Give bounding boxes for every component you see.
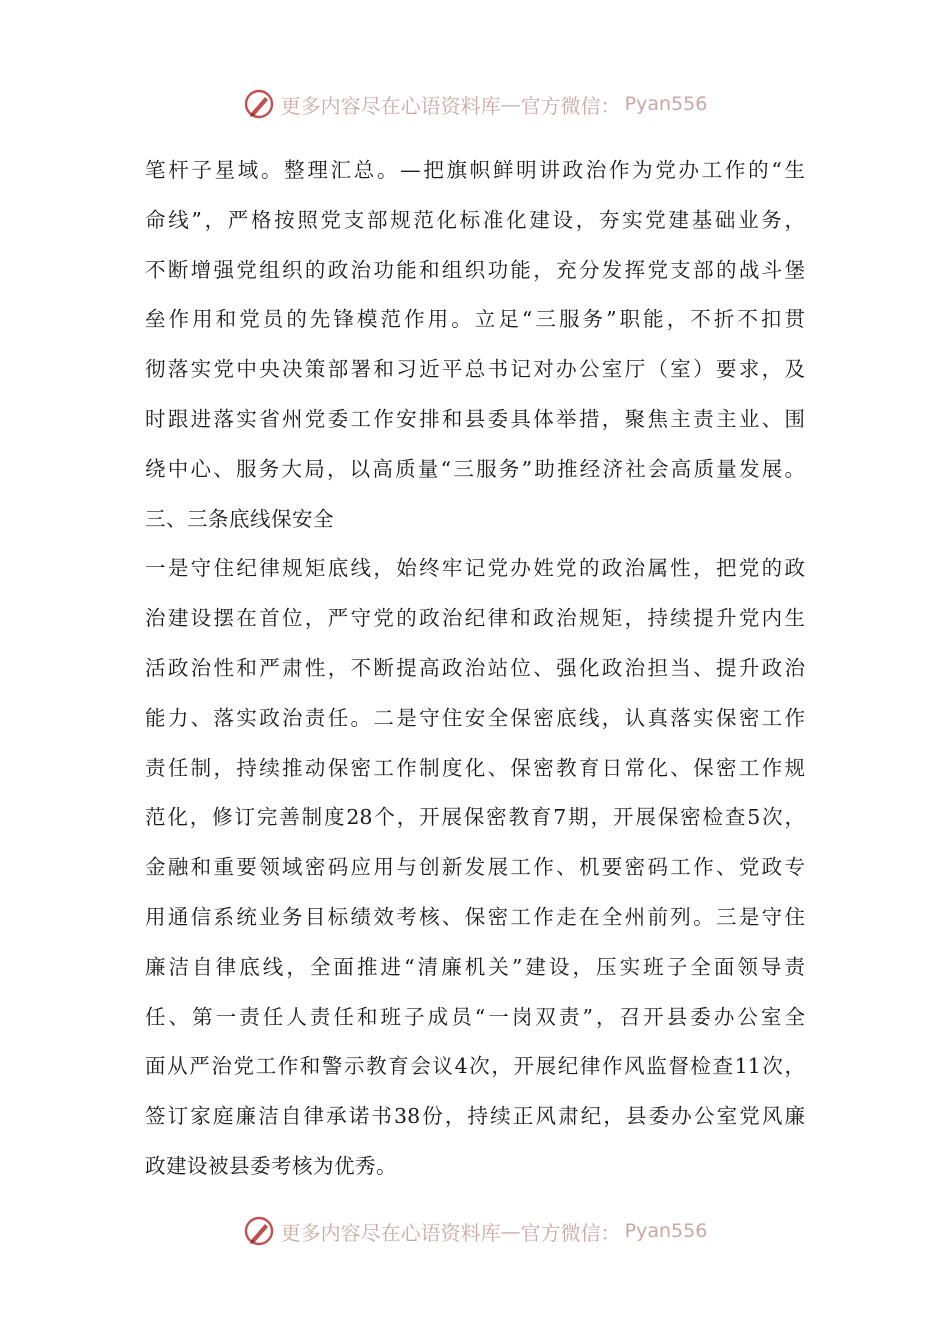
body-line: 能力、落实政治责任。二是守住安全保密底线，认真落实保密工作 — [145, 705, 805, 730]
banner-separator: — — [500, 92, 521, 116]
body-line: 垒作用和党员的先锋模范作用。立足“三服务”职能，不折不扣贯 — [145, 307, 805, 332]
body-line: 范化，修订完善制度28个，开展保密教育7期，开展保密检查5次， — [145, 805, 805, 830]
body-line: 面从严治党工作和警示教育会议4次，开展纪律作风监督检查11次， — [145, 1054, 805, 1079]
body-line: 笔杆子星域。整理汇总。—把旗帜鲜明讲政治作为党办工作的“生 — [145, 158, 805, 182]
banner-contact-id: Pyan556 — [624, 1220, 708, 1242]
body-line: 绕中心、服务大局，以高质量“三服务”助推经济社会高质量发展。 — [145, 456, 805, 481]
body-line: 责任制，持续推动保密工作制度化、保密教育日常化、保密工作规 — [145, 755, 805, 780]
banner-contact-text: 官方微信： — [520, 93, 621, 118]
body-line: 时跟进落实省州党委工作安排和县委具体举措，聚焦主责主业、围 — [145, 406, 805, 431]
pen-logo-icon — [243, 88, 275, 120]
body-line: 一是守住纪律规矩底线，始终牢记党办姓党的政治属性，把党的政 — [145, 556, 805, 581]
body-line: 不断增强党组织的政治功能和组织功能，充分发挥党支部的战斗堡 — [145, 257, 805, 282]
body-line: 签订家庭廉洁自律承诺书38份，持续正风肃纪，县委办公室党风廉 — [145, 1104, 805, 1129]
banner-contact-text: 官方微信： — [520, 1220, 621, 1245]
body-line: 金融和重要领域密码应用与创新发展工作、机要密码工作、党政专 — [145, 855, 805, 880]
body-line: 政建设被县委考核为优秀。 — [145, 1153, 397, 1178]
banner-contact-id: Pyan556 — [624, 93, 708, 115]
header-watermark-banner — [0, 84, 950, 124]
banner-site-text: 更多内容尽在心语资料库 — [280, 93, 501, 118]
pen-logo-icon — [243, 1215, 275, 1247]
body-line: 任、第一责任人责任和班子成员“一岗双责”，召开县委办公室全 — [145, 1004, 805, 1029]
banner-separator: — — [500, 1219, 521, 1243]
body-line: 彻落实党中央决策部署和习近平总书记对办公室厅（室）要求，及 — [145, 357, 805, 382]
body-line: 活政治性和严肃性，不断提高政治站位、强化政治担当、提升政治 — [145, 655, 805, 680]
document-body — [145, 146, 805, 1192]
body-line: 用通信系统业务目标绩效考核、保密工作走在全州前列。三是守住 — [145, 904, 805, 929]
footer-watermark-banner — [0, 1211, 950, 1251]
body-line: 命线”，严格按照党支部规范化标准化建设，夯实党建基础业务， — [145, 207, 805, 232]
section-heading: 三、三条底线保安全 — [145, 506, 334, 531]
banner-site-text: 更多内容尽在心语资料库 — [280, 1220, 501, 1245]
body-line: 廉洁自律底线，全面推进“清廉机关”建设，压实班子全面领导责 — [145, 954, 805, 979]
body-line: 治建设摆在首位，严守党的政治纪律和政治规矩，持续提升党内生 — [145, 606, 805, 631]
